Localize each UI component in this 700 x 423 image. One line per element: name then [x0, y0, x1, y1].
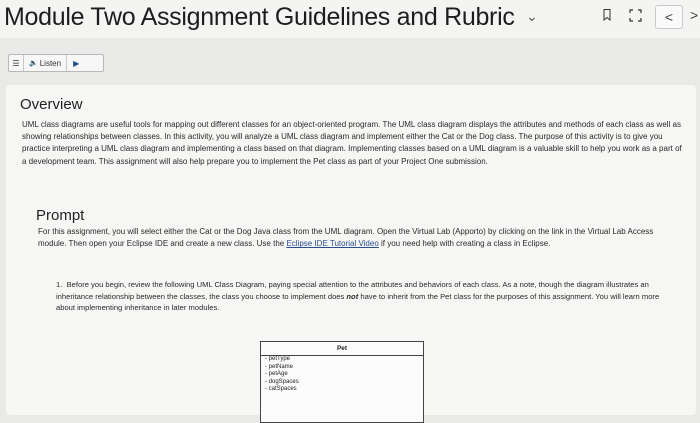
play-icon[interactable]: ▶ — [73, 58, 80, 68]
readspeaker-listen-bar — [8, 54, 104, 72]
prompt-text-end: if you need help with creating a class in Eclipse. — [378, 239, 551, 249]
uml-attribute-list — [261, 356, 423, 394]
eclipse-tutorial-link[interactable]: Eclipse IDE Tutorial Video — [286, 239, 379, 249]
title-dropdown-caret-icon[interactable]: ⌄ — [526, 8, 538, 24]
top-bar — [0, 0, 700, 38]
list-item-text-end: have to inherit from the Pet class for the purposes of this assignment. You will learn more about implementing inheritance in later modules. — [56, 291, 660, 312]
overview-paragraph: UML class diagrams are useful tools for mapping out different classes for an object-oriented program. The UML class diagram displays the attributes and methods of each class as well as showing relationships between classes. In this activity, you will analyze a UML class diagram and implement either the Cat or the Dog class. The purpose of this activity is to give you practice interpreting a UML class diagram and implementing a class based on that diagram. Implementing classes based on a UML diagram is a valuable skill to help you work as a part of a development team. This assignment will also help prepare you to implement the Pet class as part of your Project One submission. — [22, 120, 682, 166]
uml-attribute: - petAge — [265, 371, 288, 378]
fullscreen-icon[interactable] — [629, 9, 642, 22]
page-title: Module Two Assignment Guidelines and Rubric — [4, 3, 515, 31]
listen-label: Listen — [39, 58, 62, 68]
next-page-button[interactable]: > — [690, 7, 699, 23]
previous-page-button[interactable]: < — [655, 5, 683, 29]
uml-attribute: - petType — [265, 356, 291, 362]
listen-button[interactable] — [24, 55, 67, 71]
uml-class-diagram — [260, 341, 424, 423]
uml-attribute: - petName — [265, 363, 294, 370]
uml-class-name: Pet — [261, 342, 423, 356]
prompt-heading: Prompt — [36, 207, 85, 224]
list-item — [56, 279, 668, 314]
bookmark-icon[interactable] — [603, 9, 611, 21]
uml-attribute: - catSpaces — [265, 386, 297, 393]
speaker-icon: 🔈 — [29, 60, 38, 67]
list-item-number: 1. — [56, 280, 63, 289]
listen-menu-icon[interactable]: ☰ — [9, 55, 24, 71]
overview-heading: Overview — [20, 96, 83, 113]
uml-attribute: - dogSpaces — [265, 378, 299, 385]
prompt-text-start: For this assignment, you will select either the Cat or the Dog Java class from the UML diagram. Open the Virtual Lab (Apporto) by clicking on the link in the Virtual Lab Access module. Then open your Eclipse IDE and create a new class. Use the — [38, 227, 654, 249]
prompt-paragraph — [38, 226, 674, 250]
list-item-text-start: Before you begin, review the following UML Class Diagram, paying special attention to the attributes and behaviors of each class. As a note, though the diagram illustrates an inheritance relationship between the classes, the class you choose to implement does — [56, 280, 649, 301]
emphasis-not: not — [346, 291, 359, 301]
